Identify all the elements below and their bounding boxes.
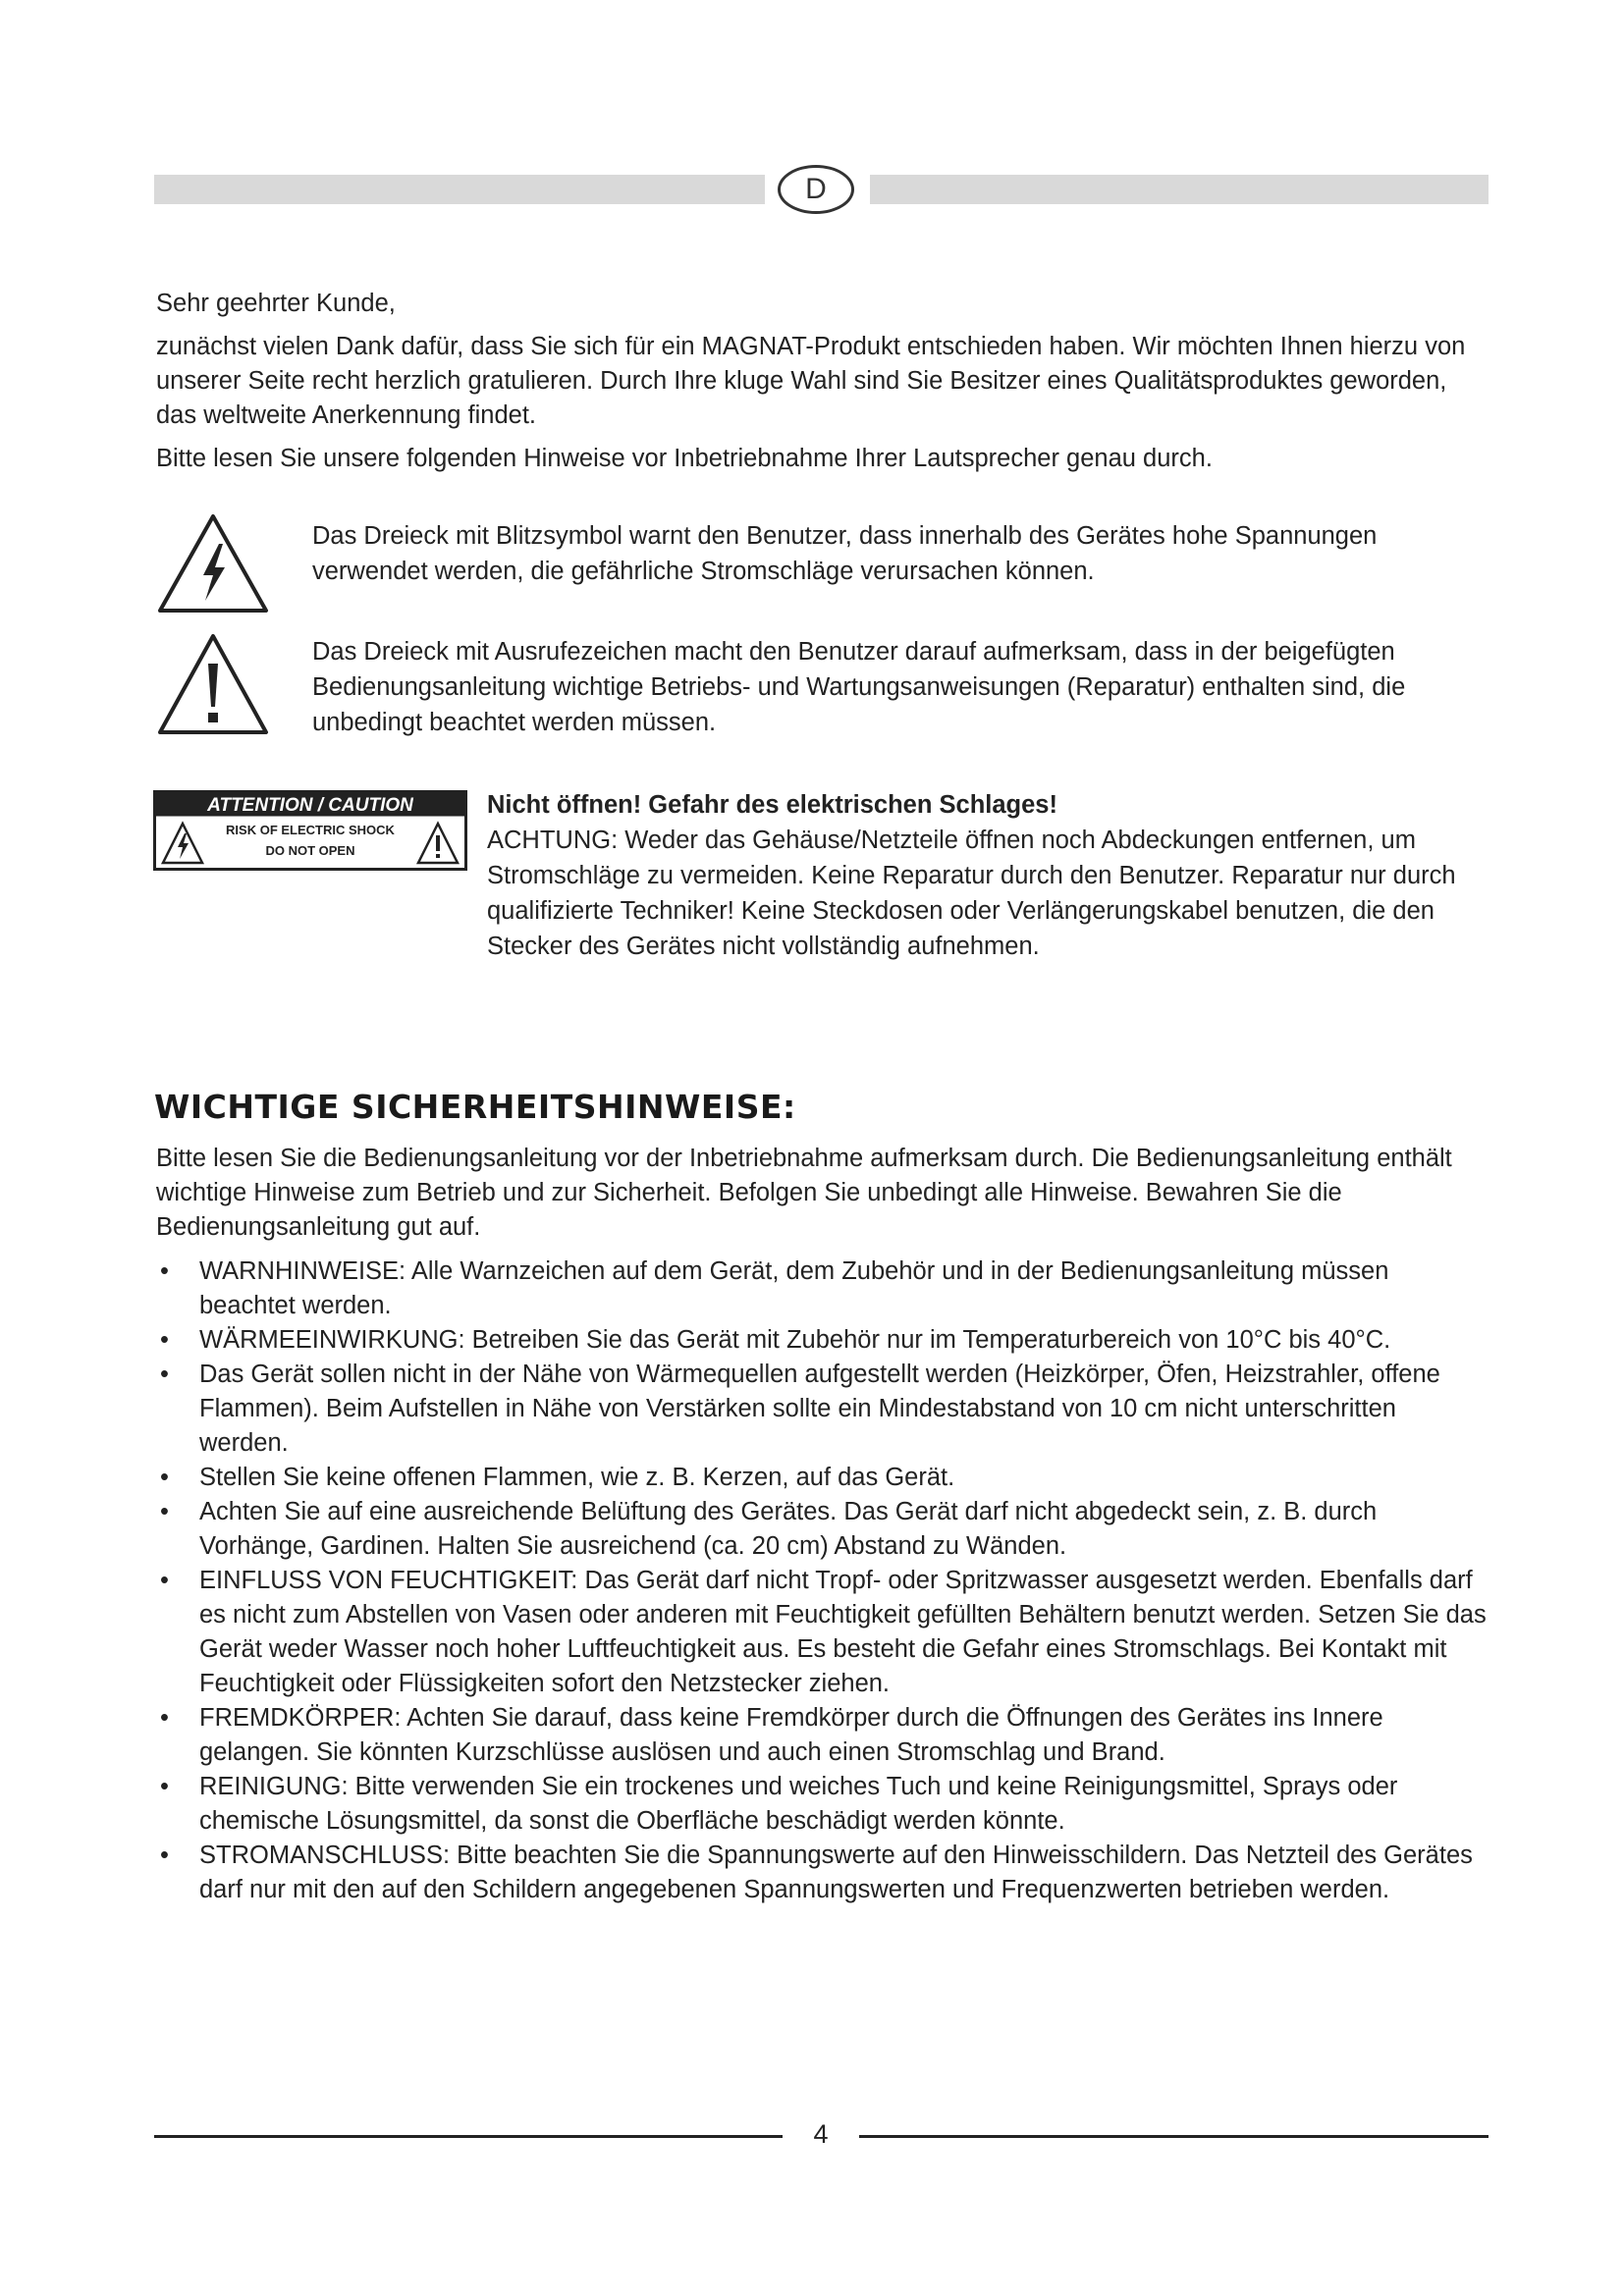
safety-intro: Bitte lesen Sie die Bedienungsanleitung vor der Inbetriebnahme aufmerksam durch. Die Bedienungsanleitung enthält wichtige Hinweise zum Betrieb und zur Sicherheit. Befolgen Sie unbedingt alle Hinweise. Bewahren Sie die Bedienungsanleitung gut auf. [156,1145,1452,1241]
list-item: • Stellen Sie keine offenen Flammen, wie z. B. Kerzen, auf das Gerät. [156,1461,1491,1495]
bullet-icon: • [160,1704,169,1732]
lightning-warning-icon [154,510,272,616]
caution-label-line2: DO NOT OPEN [265,843,355,858]
bullet-icon: • [160,1498,169,1525]
intro-paragraph-2: Bitte lesen Sie unsere folgenden Hinweise vor Inbetriebnahme Ihrer Lautsprecher genau durch. [156,445,1213,472]
caution-title: Nicht öffnen! Gefahr des elektrischen Schlages! [487,791,1057,819]
list-item: • Das Gerät sollen nicht in der Nähe von Wärmequellen aufgestellt werden (Heizkörper, Öfen, Heizstrahler, offene Flammen). Beim Aufstellen in Nähe von Verstärken sollte ein Mindestabstand von 10 cm nicht unterschritten werden. [156,1358,1491,1461]
list-item: • WÄRMEEINWIRKUNG: Betreiben Sie das Gerät mit Zubehör nur im Temperaturbereich von 10°C bis 40°C. [156,1323,1491,1358]
list-item: • STROMANSCHLUSS: Bitte beachten Sie die Spannungswerte auf den Hinweisschildern. Das Netzteil des Gerätes darf nur mit den auf den Schildern angegebenen Spannungswerten und Frequenzwerten betrieben werden. [156,1839,1491,1907]
caution-label-title: ATTENTION / CAUTION [207,795,413,816]
header-bar-left [154,175,765,204]
safety-heading: WICHTIGE SICHERHEITSHINWEISE: [154,1088,796,1126]
list-item: • Achten Sie auf eine ausreichende Belüftung des Gerätes. Das Gerät darf nicht abgedeckt sein, z. B. durch Vorhänge, Gardinen. Halten Sie ausreichend (ca. 20 cm) Abstand zu Wänden. [156,1495,1491,1564]
caution-body: ACHTUNG: Weder das Gehäuse/Netzteile öffnen noch Abdeckungen entfernen, um Stromschläge zu vermeiden. Keine Reparatur durch den Benutzer. Reparatur nur durch qualifizierte Techniker! Keine Steckdosen oder Verlängerungskabel benutzen, die den Stecker des Gerätes nicht vollständig aufnehmen. [487,827,1456,960]
bullet-icon: • [160,1773,169,1800]
lightning-symbol-text: Das Dreieck mit Blitzsymbol warnt den Benutzer, dass innerhalb des Gerätes hohe Spannungen verwendet werden, die gefährliche Stromschläge verursachen können. [312,522,1378,585]
list-item: • FREMDKÖRPER: Achten Sie darauf, dass keine Fremdkörper durch die Öffnungen des Gerätes ins Innere gelangen. Sie könnten Kurzschlüsse auslösen und auch einen Stromschlag und Brand. [156,1701,1491,1770]
bullet-icon: • [160,1842,169,1869]
footer-rule-left [154,2135,783,2138]
language-badge [778,165,854,214]
exclamation-symbol-text: Das Dreieck mit Ausrufezeichen macht den Benutzer darauf aufmerksam, dass in der beigefügten Bedienungsanleitung wichtige Betriebs- und Wartungsanweisungen (Reparatur) enthalten sind, die unbedingt beachtet werden müssen. [312,638,1406,736]
header-bar-right [870,175,1489,204]
intro-paragraph-1: zunächst vielen Dank dafür, dass Sie sich für ein MAGNAT-Produkt entschieden haben. Wir möchten Ihnen hierzu von unserer Seite recht herzlich gratulieren. Durch Ihre kluge Wahl sind Sie Besitzer eines Qualitätsproduktes geworden, das weltweite Anerkennung findet. [156,333,1466,429]
list-item: • WARNHINWEISE: Alle Warnzeichen auf dem Gerät, dem Zubehör und in der Bedienungsanleitung müssen beachtet werden. [156,1255,1491,1323]
greeting: Sehr geehrter Kunde, [156,290,396,317]
page-number: 4 [813,2119,829,2149]
caution-label-icon [153,790,467,871]
footer-rule-right [859,2135,1489,2138]
caution-block [487,787,1489,964]
safety-bullet-list [156,1255,1491,1907]
bullet-icon: • [160,1361,169,1388]
list-item: • REINIGUNG: Bitte verwenden Sie ein trockenes und weiches Tuch und keine Reinigungsmittel, Sprays oder chemische Lösungsmittel, da sonst die Oberfläche beschädigt werden könnte. [156,1770,1491,1839]
exclamation-warning-icon [154,630,272,738]
bullet-icon: • [160,1326,169,1354]
bullet-icon: • [160,1464,169,1491]
list-item: • EINFLUSS VON FEUCHTIGKEIT: Das Gerät darf nicht Tropf- oder Spritzwasser ausgesetzt werden. Ebenfalls darf es nicht zum Abstellen von Vasen oder anderen mit Feuchtigkeit gefüllten Behältern benutzt werden. Setzen Sie das Gerät weder Wasser noch hoher Luftfeuchtigkeit aus. Es besteht die Gefahr eines Stromschlags. Bei Kontakt mit Feuchtigkeit oder Flüssigkeiten sofort den Netzstecker ziehen. [156,1564,1491,1701]
caution-label-line1: RISK OF ELECTRIC SHOCK [226,823,395,837]
bullet-icon: • [160,1567,169,1594]
language-badge-label: D [805,173,827,205]
bullet-icon: • [160,1257,169,1285]
